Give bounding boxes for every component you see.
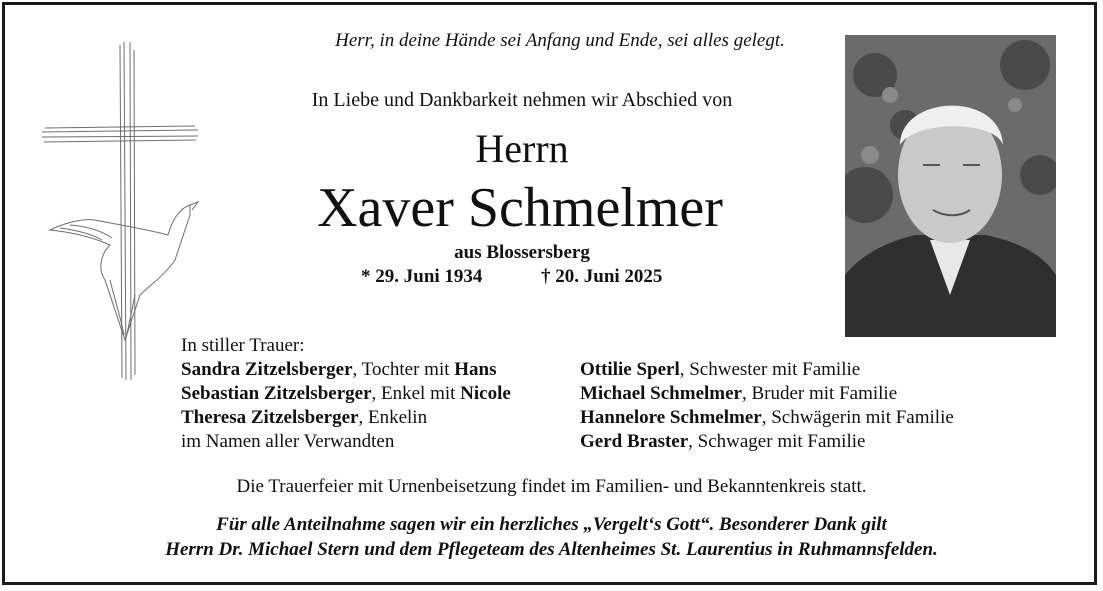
list-item: im Namen aller Verwandten	[181, 431, 395, 452]
death-date: † 20. Juni 2025	[541, 266, 663, 287]
list-item: Hannelore Schmelmer, Schwägerin mit Familie	[580, 407, 954, 428]
mourners-right-list	[580, 358, 954, 454]
motto: Herr, in deine Hände sei Anfang und Ende, sei alles gelegt.	[335, 30, 785, 51]
list-item: Michael Schmelmer, Bruder mit Familie	[580, 383, 898, 404]
list-item: Sandra Zitzelsberger, Tochter mit Hans	[181, 359, 497, 380]
portrait-photo	[845, 35, 1056, 337]
list-item: Gerd Braster, Schwager mit Familie	[580, 431, 866, 452]
mourners-left-list	[181, 358, 511, 454]
list-item: Sebastian Zitzelsberger, Enkel mit Nicole	[181, 383, 511, 404]
cross-with-dove-icon	[40, 40, 200, 385]
intro-text: In Liebe und Dankbarkeit nehmen wir Abschied von	[311, 89, 733, 111]
birth-date: * 29. Juni 1934	[361, 266, 483, 287]
deceased-name: Xaver Schmelmer	[317, 177, 723, 239]
list-item: Theresa Zitzelsberger, Enkelin	[181, 407, 428, 428]
thanks-line-2: Herrn Dr. Michael Stern und dem Pflegeteam des Altenheimes St. Laurentius in Ruhmannsfelden.	[165, 539, 938, 560]
list-item: Ottilie Sperl, Schwester mit Familie	[580, 359, 861, 380]
origin: aus Blossersberg	[454, 242, 590, 263]
thanks-line-1: Für alle Anteilnahme sagen wir ein herzliches „Vergelt‘s Gott“. Besonderer Dank gilt	[216, 514, 887, 535]
mourners-heading: In stiller Trauer:	[181, 335, 305, 356]
thanks-note	[0, 512, 1103, 562]
ceremony-note: Die Trauerfeier mit Urnenbeisetzung findet im Familien- und Bekanntenkreis statt.	[236, 476, 867, 497]
salutation: Herrn	[475, 126, 569, 171]
